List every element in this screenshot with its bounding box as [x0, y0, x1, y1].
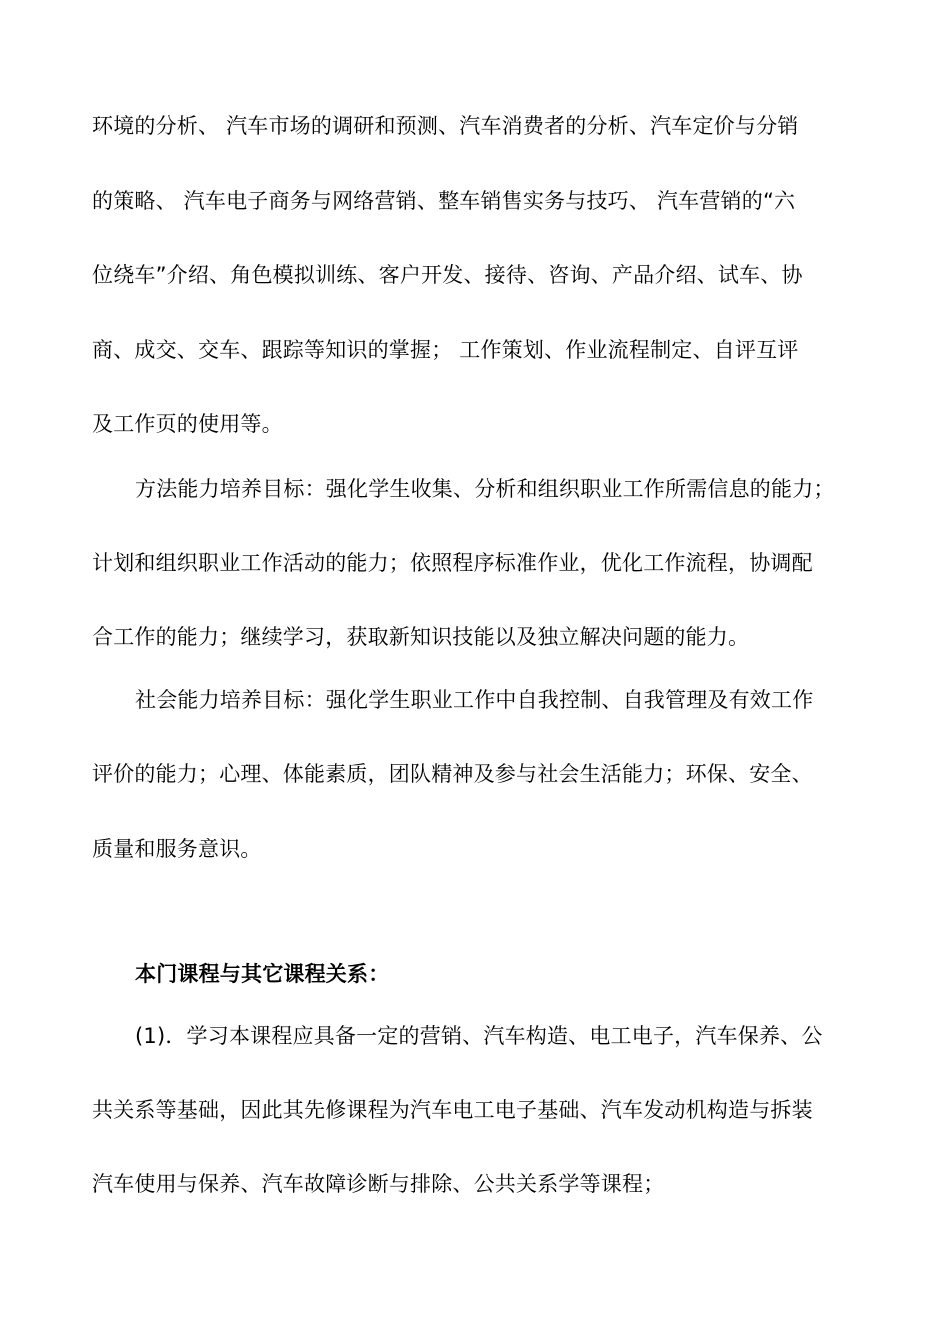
paragraph-line: 汽车使用与保养、汽车故障诊断与排除、公共关系学等课程； [92, 1172, 665, 1196]
paragraph-line: 社会能力培养目标：强化学生职业工作中自我控制、自我管理及有效工作 [135, 688, 814, 712]
paragraph-line: 环境的分析、 汽车市场的调研和预测、汽车消费者的分析、汽车定价与分销 [92, 114, 799, 138]
paragraph-line: 位绕车”介绍、角色模拟训练、客户开发、接待、咨询、产品介绍、试车、协 [92, 263, 803, 287]
section-heading: 本门课程与其它课程关系： [135, 962, 390, 986]
paragraph-line: 方法能力培养目标：强化学生收集、分析和组织职业工作所需信息的能力； [135, 477, 835, 501]
paragraph-line: 共关系等基础，因此其先修课程为汽车电工电子基础、汽车发动机构造与拆装 [92, 1098, 813, 1122]
paragraph-line: 的策略、 汽车电子商务与网络营销、整车销售实务与技巧、 汽车营销的“六 [92, 189, 796, 213]
paragraph-line: (1)．学习本课程应具备一定的营销、汽车构造、电工电子，汽车保养、公 [135, 1024, 823, 1048]
paragraph-line: 商、成交、交车、跟踪等知识的掌握； 工作策划、作业流程制定、自评互评 [92, 338, 799, 362]
paragraph-line: 合工作的能力；继续学习，获取新知识技能以及独立解决问题的能力。 [92, 625, 750, 649]
paragraph-line: 计划和组织职业工作活动的能力；依照程序标准作业，优化工作流程，协调配 [92, 551, 813, 575]
paragraph-line: 及工作页的使用等。 [92, 412, 283, 436]
paragraph-line: 质量和服务意识。 [92, 837, 262, 861]
paragraph-line: 评价的能力；心理、体能素质，团队精神及参与社会生活能力；环保、安全、 [92, 762, 813, 786]
